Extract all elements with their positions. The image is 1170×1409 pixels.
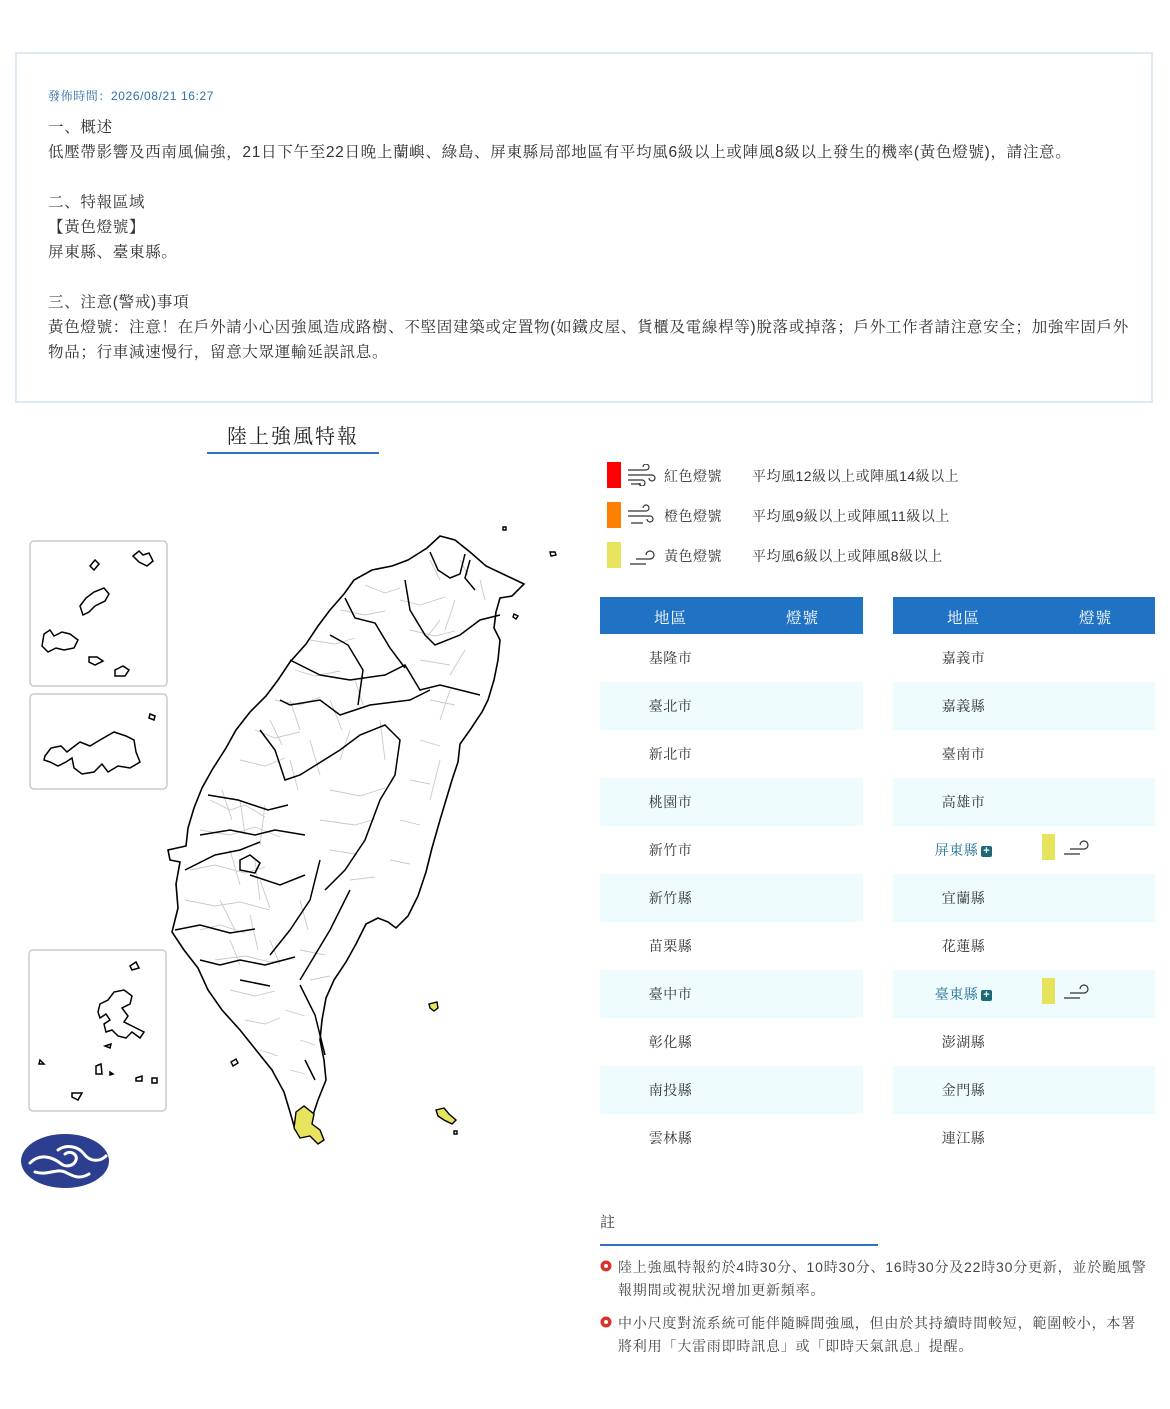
pingtung-highlight — [294, 1106, 324, 1144]
table-row — [600, 634, 863, 682]
area-name: 連江縣 — [941, 1130, 986, 1146]
map-title: 陸上強風特報 — [207, 423, 379, 454]
legend-red-name: 紅色燈號 — [664, 468, 722, 484]
overview-heading: 一、概述 — [48, 119, 113, 136]
area-name: 臺北市 — [648, 698, 693, 714]
green-island — [429, 1002, 438, 1011]
header-signal: 燈號 — [786, 610, 820, 627]
yellow-swatch — [1042, 834, 1055, 860]
table-row — [893, 826, 1155, 874]
table-row — [893, 874, 1155, 922]
area-name: 基隆市 — [648, 650, 693, 666]
area-name: 嘉義市 — [941, 650, 986, 666]
area-name: 高雄市 — [941, 794, 986, 810]
signal-indicator — [1042, 978, 1102, 1004]
area-name[interactable]: 臺東縣 — [934, 986, 979, 1002]
caution-text: 黃色燈號：注意！在戶外請小心因強風造成路樹、不堅固建築或定置物(如鐵皮屋、貨櫃及電線桿等)脫落或掉落；戶外工作者請注意安全；加強牢固戶外物品；行車減速慢行，留意大眾運輸延誤訊息。 — [48, 319, 1129, 361]
expand-plus-icon[interactable]: + — [981, 846, 992, 857]
issue-time: 發佈時間：2026/08/21 16:27 — [48, 89, 215, 103]
bulletin-box — [15, 52, 1153, 403]
light-wind-icon — [627, 544, 657, 566]
area-name: 臺南市 — [941, 746, 986, 762]
bullet-icon — [600, 1316, 612, 1328]
light-wind-icon — [1063, 982, 1093, 1000]
area-name: 宜蘭縣 — [941, 890, 986, 906]
note-item: 陸上強風特報約於4時30分、10時30分、16時30分及22時30分更新，並於颱風警報期間或視狀況增加更新頻率。 — [618, 1259, 1147, 1298]
table-row — [893, 730, 1155, 778]
medium-wind-icon — [627, 504, 657, 526]
legend-orange-desc: 平均風9級以上或陣風11級以上 — [752, 508, 950, 524]
taiwan-wind-map — [0, 460, 580, 1200]
table-row — [600, 826, 863, 874]
light-wind-icon — [1063, 838, 1093, 856]
area-name: 金門縣 — [941, 1082, 986, 1098]
table-row — [600, 1114, 863, 1162]
note-item: 中小尺度對流系統可能伴隨瞬間強風，但由於其持續時間較短，範圍較小，本署將利用「大雷雨即時訊息」或「即時天氣訊息」提醒。 — [618, 1315, 1136, 1354]
taiwan-main-island — [168, 536, 524, 1144]
left-area-table — [600, 597, 863, 1162]
orchid-island — [436, 1108, 456, 1124]
area-name: 雲林縣 — [648, 1130, 693, 1146]
signal-indicator — [1042, 834, 1102, 860]
inset-matsu — [30, 541, 167, 686]
red-swatch — [607, 462, 621, 488]
area-name: 桃園市 — [648, 794, 693, 810]
legend-yellow-name: 黃色燈號 — [664, 548, 722, 564]
area-name[interactable]: 屏東縣 — [934, 842, 979, 858]
bullet-icon — [600, 1260, 612, 1272]
area-name: 新竹市 — [648, 842, 693, 858]
yellow-swatch — [1042, 978, 1055, 1004]
area-name: 臺中市 — [648, 986, 693, 1002]
legend-yellow-desc: 平均風6級以上或陣風8級以上 — [752, 548, 943, 564]
table-row — [600, 1018, 863, 1066]
area-name: 澎湖縣 — [941, 1034, 986, 1050]
table-row — [600, 778, 863, 826]
areas-heading: 二、特報區域 — [48, 194, 146, 211]
table-row — [893, 1018, 1155, 1066]
yellow-swatch — [607, 542, 621, 568]
header-signal: 燈號 — [1079, 610, 1113, 627]
table-row — [893, 634, 1155, 682]
orange-swatch — [607, 502, 621, 528]
area-link-pingtung[interactable] — [893, 840, 1034, 860]
legend-orange-name: 橙色燈號 — [664, 508, 722, 524]
cwa-logo — [21, 1134, 109, 1188]
area-name: 嘉義縣 — [941, 698, 986, 714]
areas-signal: 【黃色燈號】 — [48, 219, 146, 236]
table-row — [893, 778, 1155, 826]
area-name: 彰化縣 — [648, 1034, 693, 1050]
table-row — [600, 874, 863, 922]
areas-list: 屏東縣、臺東縣。 — [48, 244, 178, 261]
inset-penghu — [29, 950, 166, 1111]
header-area: 地區 — [947, 610, 981, 627]
caution-heading: 三、注意(警戒)事項 — [48, 294, 190, 311]
header-area: 地區 — [654, 610, 688, 627]
overview-text: 低壓帶影響及西南風偏強，21日下午至22日晚上蘭嶼、綠島、屏東縣局部地區有平均風6級以上或陣風8級以上發生的機率(黃色燈號)，請注意。 — [48, 144, 1072, 161]
right-area-table — [893, 597, 1155, 1162]
table-row — [600, 682, 863, 730]
notes-title: 註 — [600, 1211, 878, 1246]
area-name: 新竹縣 — [648, 890, 693, 906]
table-row — [893, 922, 1155, 970]
legend-red-desc: 平均風12級以上或陣風14級以上 — [752, 468, 960, 484]
table-header — [600, 597, 863, 634]
bulletin-body — [48, 115, 1133, 365]
table-row — [893, 970, 1155, 1018]
table-row — [893, 1114, 1155, 1162]
expand-plus-icon[interactable]: + — [981, 990, 992, 1001]
area-name: 南投縣 — [648, 1082, 693, 1098]
table-row — [600, 970, 863, 1018]
strong-wind-icon — [627, 464, 657, 486]
inset-kinmen — [30, 694, 167, 789]
table-row — [893, 1066, 1155, 1114]
area-link-taitung[interactable] — [893, 984, 1034, 1004]
table-row — [600, 730, 863, 778]
table-row — [600, 1066, 863, 1114]
area-name: 花蓮縣 — [941, 938, 986, 954]
area-name: 新北市 — [648, 746, 693, 762]
table-row — [893, 682, 1155, 730]
table-header — [893, 597, 1155, 634]
table-row — [600, 922, 863, 970]
area-name: 苗栗縣 — [648, 938, 693, 954]
